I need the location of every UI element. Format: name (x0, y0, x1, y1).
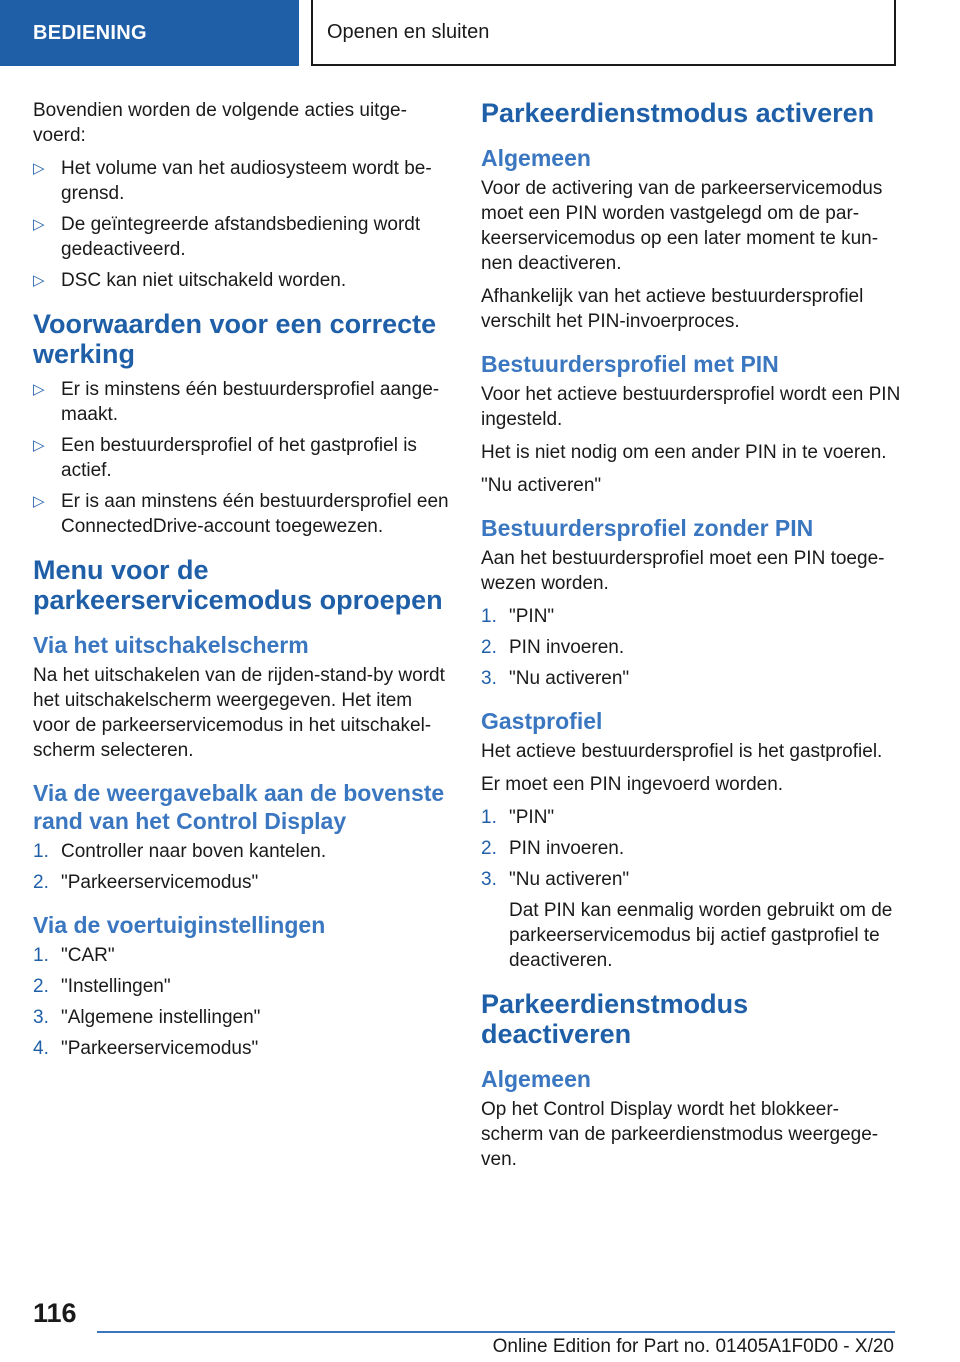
guest-text-2: Er moet een PIN ingevoerd worden. (481, 774, 784, 795)
heading-general: Algemeen (481, 145, 591, 171)
heading-guest: Gastprofiel (481, 708, 603, 734)
heading-via-bar: Via de weergavebalk aan de bovenste rand van het Control Display (33, 780, 445, 834)
heading-with-pin: Bestuurdersprofiel met PIN (481, 351, 779, 377)
heading-via-screen: Via het uitschakelscherm (33, 632, 309, 658)
triangle-bullet-icon: ▷ (33, 437, 45, 454)
step-number: 1. (481, 807, 497, 828)
heading-deactivate: Parkeerdienstmodus deactiveren (481, 989, 749, 1049)
step-number: 3. (481, 869, 497, 890)
list-item: ▷ Er is minstens één bestuurdersprofiel aange-maakt. (33, 379, 440, 425)
list-item: 3. "Nu activeren" Dat PIN kan eenmalig worden gebruikt om de parkeerservicemodus bij actief gastprofiel te deactiveren. (481, 867, 901, 973)
without-pin-steps (481, 604, 901, 691)
heading-conditions: Voorwaarden voor een correcte werking (33, 309, 437, 369)
general-text-2: Afhankelijk van het actieve bestuurdersprofiel verschilt het PIN-invoerproces. (481, 286, 864, 332)
step-number: 2. (481, 637, 497, 658)
triangle-bullet-icon: ▷ (33, 160, 45, 177)
chapter-tab (311, 0, 896, 66)
deactivate-text: Op het Control Display wordt het blokkeer-scherm van de parkeerdienstmodus weergege-ven. (481, 1099, 879, 1170)
step-number: 1. (481, 606, 497, 627)
step-number: 2. (33, 872, 49, 893)
triangle-bullet-icon: ▷ (33, 272, 45, 289)
heading-general-2: Algemeen (481, 1066, 591, 1092)
with-pin-text-2: Het is niet nodig om een ander PIN in te voeren. (481, 442, 887, 463)
guest-steps (481, 805, 901, 973)
with-pin-text-1: Voor het actieve bestuurdersprofiel wordt een PIN ingesteld. (481, 384, 901, 430)
general-text-1: Voor de activering van de parkeerservicemodus moet een PIN worden vastgelegd om de par-keerservicemodus op een later moment te kun-nen deactiveren. (481, 178, 883, 274)
step-number: 2. (33, 976, 49, 997)
with-pin-text-3: "Nu activeren" (481, 475, 602, 496)
intro-text: Bovendien worden de volgende acties uitge-voerd: (33, 100, 407, 146)
chapter-title: Openen en sluiten (327, 20, 490, 43)
right-column (481, 98, 901, 1180)
left-column (33, 98, 449, 1069)
page-number: 116 (33, 1298, 77, 1328)
step-number: 3. (481, 668, 497, 689)
heading-activate: Parkeerdienstmodus activeren (481, 98, 875, 128)
list-item: 2. "Instellingen" (33, 976, 171, 997)
section-tab (0, 0, 299, 66)
section-title: BEDIENING (33, 21, 147, 44)
without-pin-text: Aan het bestuurdersprofiel moet een PIN toege-wezen worden. (481, 548, 885, 594)
list-item: ▷ Er is aan minstens één bestuurdersprofiel een ConnectedDrive-account toegewezen. (33, 491, 449, 537)
list-item: 1. Controller naar boven kantelen. (33, 841, 327, 862)
list-item: 2. PIN invoeren. (481, 838, 625, 859)
heading-without-pin: Bestuurdersprofiel zonder PIN (481, 515, 814, 541)
step-number: 1. (33, 841, 49, 862)
triangle-bullet-icon: ▷ (33, 381, 45, 398)
list-item: 2. PIN invoeren. (481, 637, 625, 658)
list-item: 1. "PIN" (481, 606, 555, 627)
step-number: 4. (33, 1038, 49, 1059)
via-bar-steps (33, 839, 449, 895)
footer-edition: Online Edition for Part no. 01405A1F0D0 - X/20 (492, 1336, 894, 1357)
triangle-bullet-icon: ▷ (33, 216, 45, 233)
list-item: ▷ De geïntegreerde afstandsbediening wordt gedeactiveerd. (33, 214, 421, 260)
triangle-bullet-icon: ▷ (33, 493, 45, 510)
list-item: ▷ Het volume van het audiosysteem wordt be-grensd. (33, 158, 432, 204)
footer-divider (97, 1331, 895, 1333)
list-item: 2. "Parkeerservicemodus" (33, 872, 259, 893)
list-item: 1. "PIN" (481, 807, 555, 828)
via-screen-text: Na het uitschakelen van de rijden-stand-by wordt het uitschakelscherm weergegeven. Het item voor de parkeerservicemodus in het uitschakel-scherm selecteren. (33, 665, 445, 761)
via-settings-steps (33, 943, 449, 1061)
list-item: 3. "Nu activeren" (481, 668, 630, 689)
intro-list (33, 156, 449, 293)
list-item: 4. "Parkeerservicemodus" (33, 1038, 259, 1059)
conditions-list (33, 377, 449, 539)
step-number: 3. (33, 1007, 49, 1028)
list-item: ▷ DSC kan niet uitschakeld worden. (33, 270, 347, 291)
list-item: ▷ Een bestuurdersprofiel of het gastprofiel is actief. (33, 435, 417, 481)
list-item: 3. "Algemene instellingen" (33, 1007, 261, 1028)
step-number: 2. (481, 838, 497, 859)
step-number: 1. (33, 945, 49, 966)
list-item: 1. "CAR" (33, 945, 115, 966)
guest-note: Dat PIN kan eenmalig worden gebruikt om de parkeerservicemodus bij actief gastprofiel te deactiveren. (509, 900, 893, 971)
heading-menu: Menu voor de parkeerservicemodus oproepen (33, 555, 443, 615)
heading-via-settings: Via de voertuiginstellingen (33, 912, 326, 938)
guest-text-1: Het actieve bestuurdersprofiel is het gastprofiel. (481, 741, 883, 762)
